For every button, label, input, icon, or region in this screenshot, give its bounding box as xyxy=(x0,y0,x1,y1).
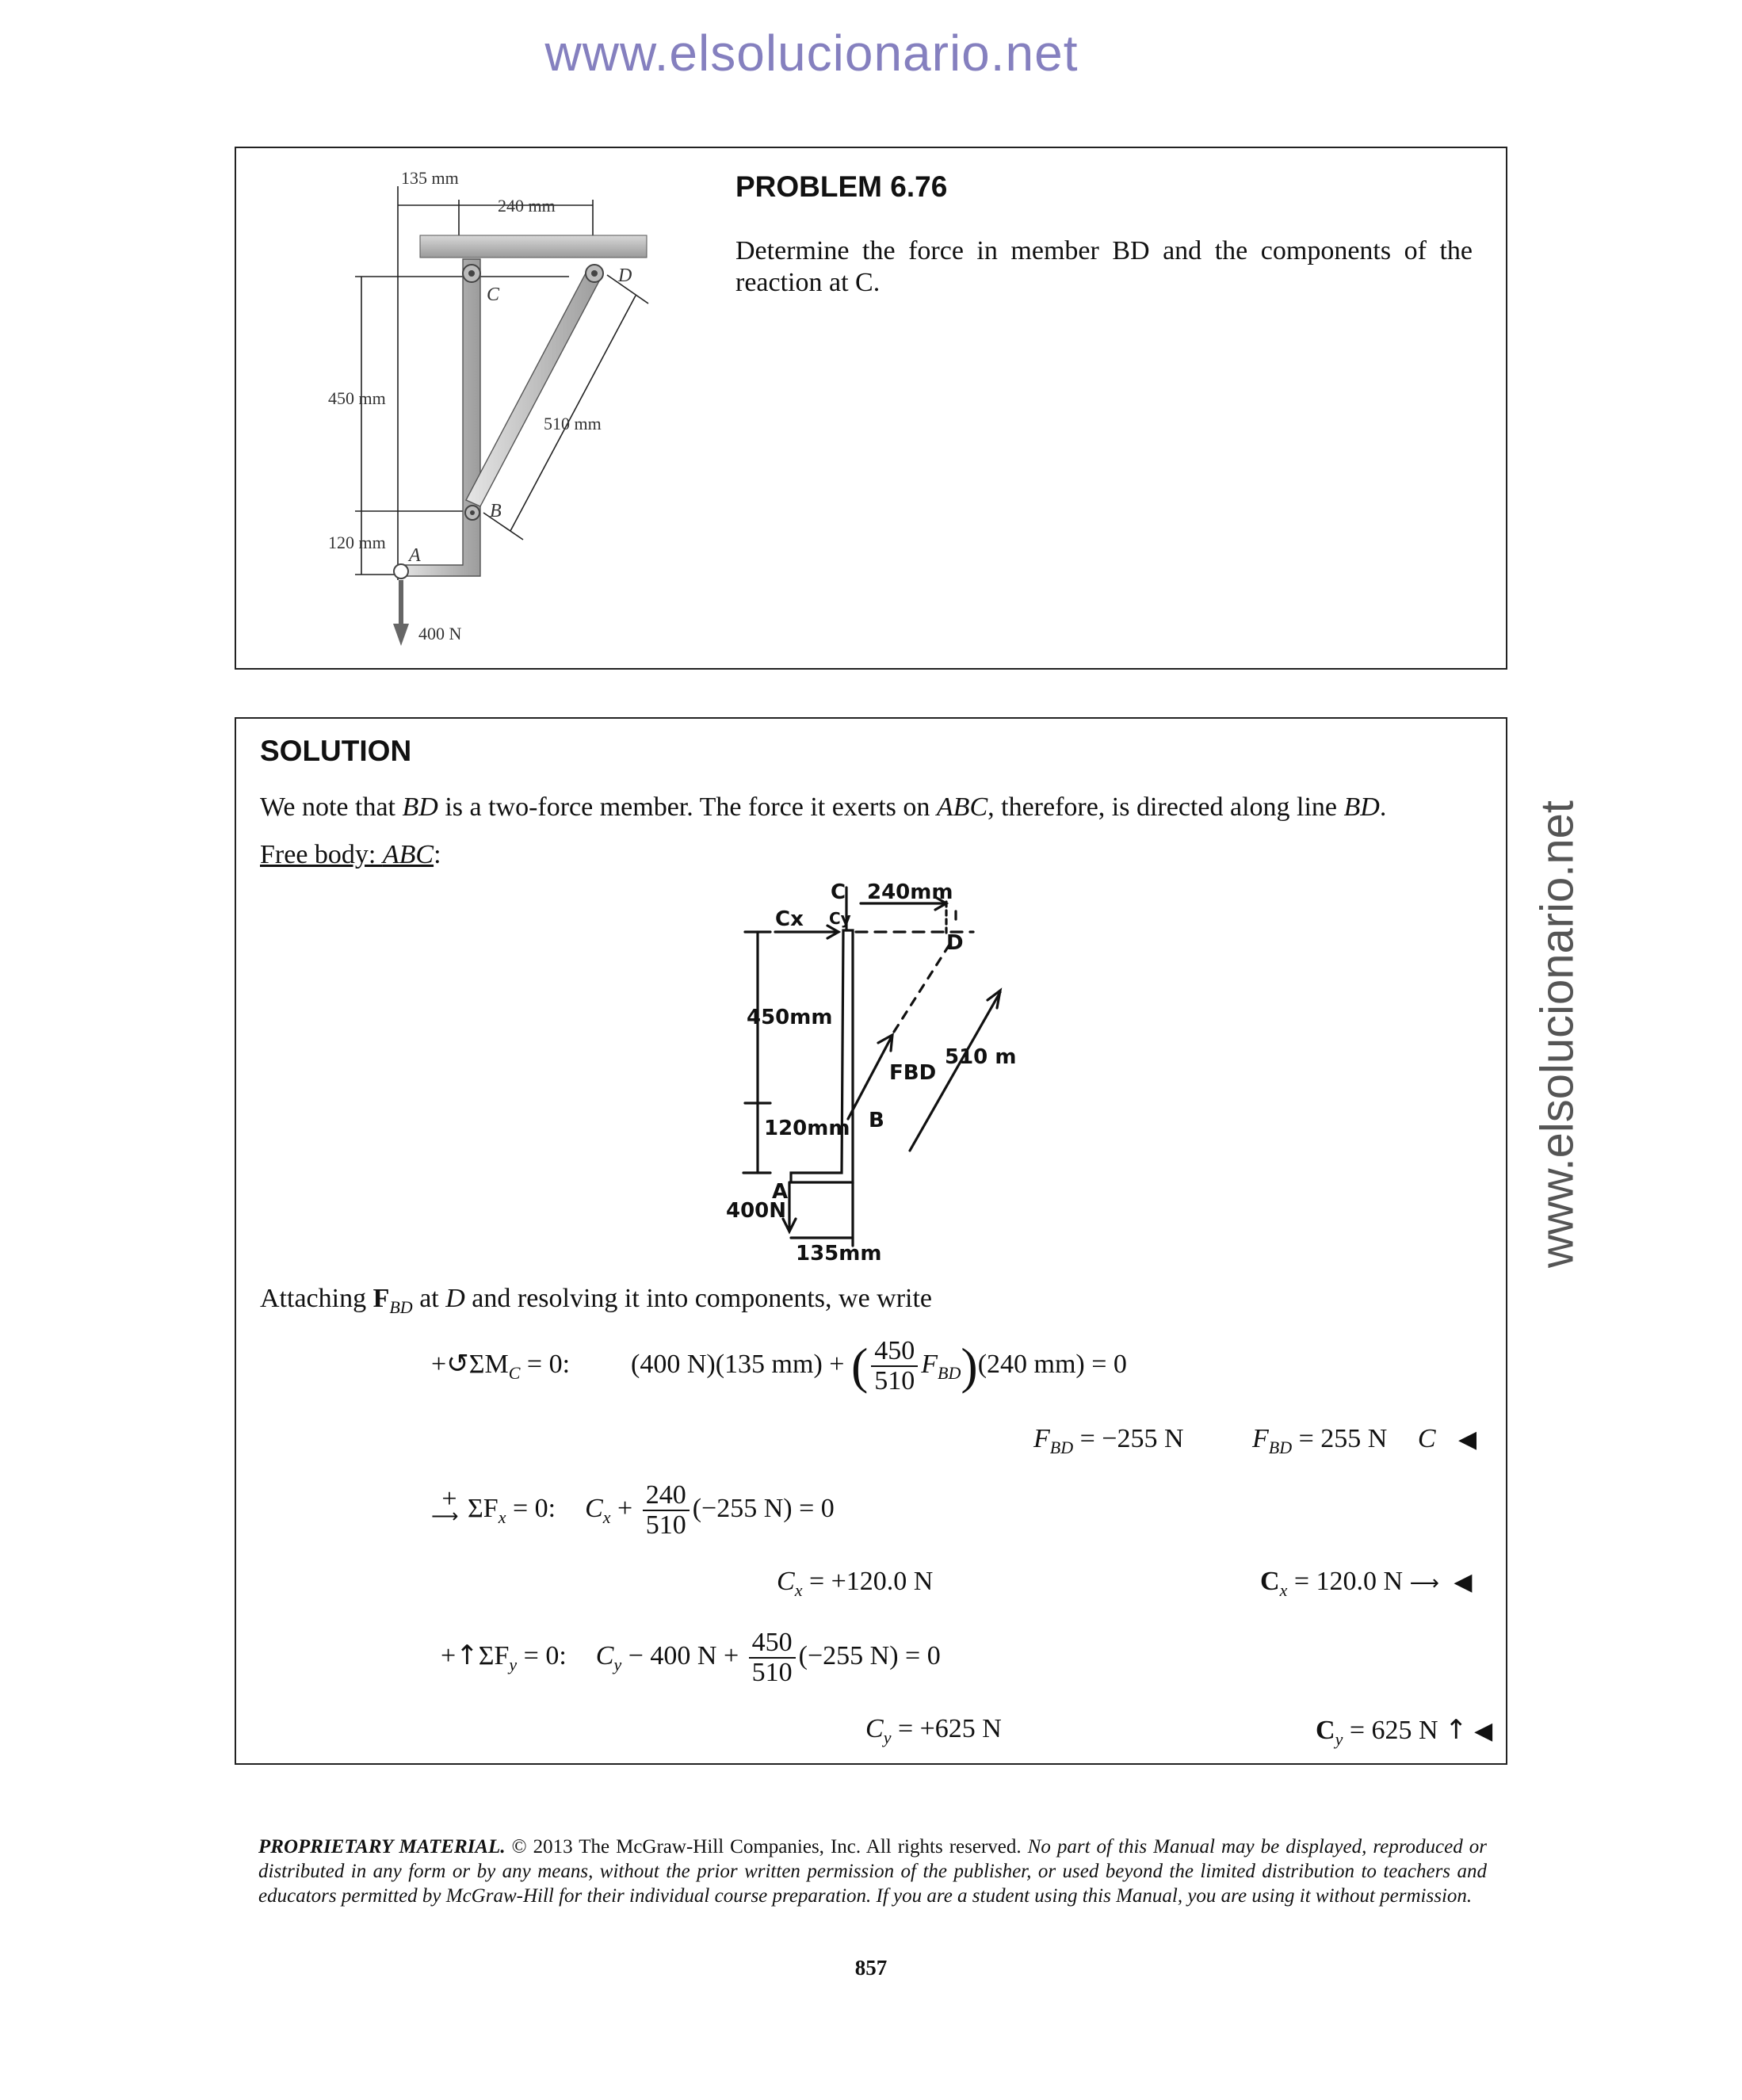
solution-box xyxy=(235,717,1507,1765)
ccw-arrow-icon: ↺ xyxy=(446,1347,469,1380)
fbd-answer: $F_{BD} = 255$ N C ◀ xyxy=(1252,1424,1477,1457)
sketch-510: 510 m xyxy=(945,1045,1017,1069)
sketch-450: 450mm xyxy=(747,1006,833,1029)
sketch-cx: Cx xyxy=(775,907,804,931)
fy-equation: $+↑\Sigma F_y = 0$: $C_y - 400$ N + $\frac{450}{510}$ (−255 N) = 0 xyxy=(441,1628,941,1687)
page-number: 857 xyxy=(854,1956,888,1980)
dim-135-label: 135 mm xyxy=(401,168,459,188)
two-force-note: We note that BD is a two-force member. The force it exerts on ABC, therefore, is directed along line BD. xyxy=(260,792,1387,822)
fx-equation: + ⟶ $\Sigma F_x = 0$: $C_x$ + $\frac{240}{510}$ (−255 N) = 0 xyxy=(431,1480,835,1540)
problem-statement: Determine the force in member BD and the components of the reaction at C. xyxy=(735,236,1473,297)
sketch-cy: Cy xyxy=(829,909,851,928)
proprietary-notice: PROPRIETARY MATERIAL. © 2013 The McGraw-Hill Companies, Inc. All rights reserved. No part of this Manual may be displayed, reproduced or distributed in any form or by any means, without the prior written permission of the publisher, or used beyond the limited distribution to teachers and educators permitted by McGraw-Hill for their individual course preparation. If you are a student using this Manual, you are using it without permission. xyxy=(258,1836,1487,1907)
problem-box xyxy=(235,147,1507,670)
free-body-label: Free body: ABC: xyxy=(260,840,441,869)
problem-figure xyxy=(236,148,712,671)
sketch-400: 400N xyxy=(726,1199,787,1223)
solution-heading: SOLUTION xyxy=(260,735,412,767)
cx-result: $C_x = +120.0$ N xyxy=(777,1567,934,1600)
cx-answer: $C_x = 120.0$ N ⟶ ◀ xyxy=(1260,1567,1473,1600)
member-abc xyxy=(399,259,480,576)
watermark-side: www.elsolucionario.net xyxy=(1531,800,1583,1268)
ceiling xyxy=(420,235,647,258)
dim-450-label: 450 mm xyxy=(328,388,386,408)
sketch-fbd: FBD xyxy=(889,1061,937,1085)
point-a-label: A xyxy=(409,545,421,566)
cy-answer: $C_y = 625$ N ↑ ◀ xyxy=(1316,1714,1493,1749)
attaching-line: Attaching $F_{BD}$ at D and resolving it into components, we write xyxy=(260,1284,933,1317)
sketch-d: D xyxy=(946,931,964,955)
up-arrow-icon: ↑ xyxy=(456,1639,479,1671)
answer-marker-icon: ◀ xyxy=(1474,1717,1493,1745)
sketch-c: C xyxy=(831,880,846,904)
point-c-label: C xyxy=(487,284,500,305)
watermark-top: www.elsolucionario.net xyxy=(544,25,1079,82)
answer-marker-icon: ◀ xyxy=(1458,1426,1477,1453)
dim-510-label: 510 mm xyxy=(544,414,602,433)
fbd-result: $F_{BD} = -255$ N xyxy=(1033,1424,1184,1457)
sketch-a: A xyxy=(772,1180,789,1204)
load-label: 400 N xyxy=(418,624,462,643)
right-arrow-icon: ⟶ xyxy=(1409,1571,1439,1595)
up-arrow-icon: ↑ xyxy=(1445,1714,1468,1746)
sketch-135: 135mm xyxy=(796,1242,882,1266)
member-bd xyxy=(466,270,602,506)
problem-title: PROBLEM 6.76 xyxy=(735,170,948,203)
sketch-120: 120mm xyxy=(764,1117,850,1140)
point-d-label: D xyxy=(618,265,632,286)
dim-240-label: 240 mm xyxy=(498,196,556,216)
free-body-sketch xyxy=(712,880,1017,1266)
sketch-b: B xyxy=(869,1109,884,1132)
answer-marker-icon: ◀ xyxy=(1454,1568,1473,1596)
right-arrow-icon: ⟶ xyxy=(431,1504,459,1527)
cy-result: $C_y = +625$ N xyxy=(865,1714,1002,1747)
moment-equation: $+↺\Sigma M_C = 0$: (400 N)(135 mm) + ( $\frac{450}{510}$ $F_{BD})(240$ mm) = 0 xyxy=(431,1336,1127,1396)
point-b-label: B xyxy=(490,501,502,521)
sketch-240: 240mm xyxy=(867,880,953,904)
dim-120-label: 120 mm xyxy=(328,533,386,552)
